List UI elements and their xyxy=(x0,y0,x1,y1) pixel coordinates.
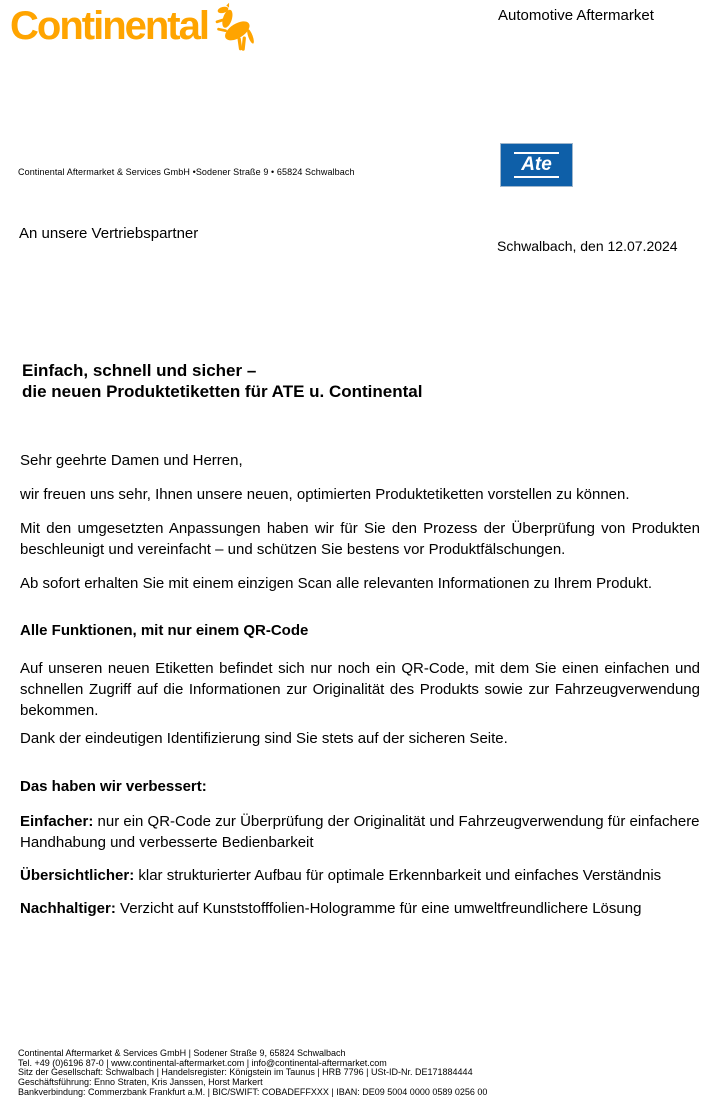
subject-line-1: Einfach, schnell und sicher – xyxy=(22,361,257,380)
paragraph-process: Mit den umgesetzten Anpassungen haben wir für Sie den Prozess der Überprüfung von Produkten beschleunigt und vereinfacht – und schützen Sie bestens vor Produktfälschungen. xyxy=(20,520,700,558)
paragraph-qr-details: Auf unseren neuen Etiketten befindet sich nur noch ein QR-Code, mit dem Sie einen einfachen und schnellen Zugriff auf die Informationen zur Originalität des Produkts sowie zur Fahrzeugverwendung bekommen. xyxy=(20,660,700,719)
footer-contact-line: Tel. +49 (0)6196 87-0 | www.continental-aftermarket.com | info@continental-aftermarket.com xyxy=(18,1057,387,1068)
improvement-item-uebersichtlicher xyxy=(20,865,700,886)
horse-icon xyxy=(212,2,256,57)
subject-line-2: die neuen Produktetiketten für ATE u. Continental xyxy=(22,382,423,401)
footer-registry-line: Sitz der Gesellschaft: Schwalbach | Handelsregister: Königstein im Taunus | HRB 7796 | USt-ID-Nr. DE171884444 xyxy=(18,1067,473,1078)
date-line: Schwalbach, den 12.07.2024 xyxy=(497,238,678,254)
heading-improvements: Das haben wir verbessert: xyxy=(20,778,207,795)
recipient-line: An unsere Vertriebspartner xyxy=(19,225,199,242)
ate-logo-text: Ate xyxy=(514,152,559,178)
improvement-text: klar strukturierter Aufbau für optimale Erkennbarkeit und einfaches Verständnis xyxy=(134,867,662,884)
subject-heading xyxy=(22,360,422,402)
improvement-label: Einfacher: xyxy=(20,813,94,830)
improvement-item-einfacher xyxy=(20,811,700,853)
letter-footer xyxy=(18,1049,708,1098)
footer-company-line: Continental Aftermarket & Services GmbH | Sodener Straße 9, 65824 Schwalbach xyxy=(18,1048,346,1058)
improvement-label: Nachhaltiger: xyxy=(20,900,116,917)
paragraph-scan: Ab sofort erhalten Sie mit einem einzigen Scan alle relevanten Informationen zu Ihrem Produkt. xyxy=(20,575,653,592)
heading-qr-code: Alle Funktionen, mit nur einem QR-Code xyxy=(20,622,309,639)
improvement-text: Verzicht auf Kunststofffolien-Hologramme für eine umweltfreundlichere Lösung xyxy=(115,900,642,917)
letter-body xyxy=(20,450,700,931)
improvement-text: nur ein QR-Code zur Überprüfung der Originalität und Fahrzeugverwendung für einfachere Handhabung und verbesserte Bedienbarkeit xyxy=(20,813,700,851)
footer-bank-line: Bankverbindung: Commerzbank Frankfurt a.M. | BIC/SWIFT: COBADEFFXXX | IBAN: DE09 5004 0000 0589 0256 00 xyxy=(18,1086,488,1097)
sender-address-line: Continental Aftermarket & Services GmbH •Sodener Straße 9 • 65824 Schwalbach xyxy=(18,167,355,177)
division-title: Automotive Aftermarket xyxy=(498,7,654,24)
footer-management-line: Geschäftsführung: Enno Straten, Kris Janssen, Horst Markert xyxy=(18,1077,263,1088)
improvement-item-nachhaltiger xyxy=(20,898,700,919)
continental-wordmark: Continental xyxy=(10,4,208,48)
paragraph-intro: wir freuen uns sehr, Ihnen unsere neuen, optimierten Produktetiketten vorstellen zu können. xyxy=(20,486,630,503)
salutation: Sehr geehrte Damen und Herren, xyxy=(20,452,243,469)
continental-logo xyxy=(10,2,256,57)
paragraph-identification: Dank der eindeutigen Identifizierung sind Sie stets auf der sicheren Seite. xyxy=(20,730,508,747)
improvement-label: Übersichtlicher: xyxy=(20,867,135,884)
ate-logo xyxy=(500,143,573,187)
